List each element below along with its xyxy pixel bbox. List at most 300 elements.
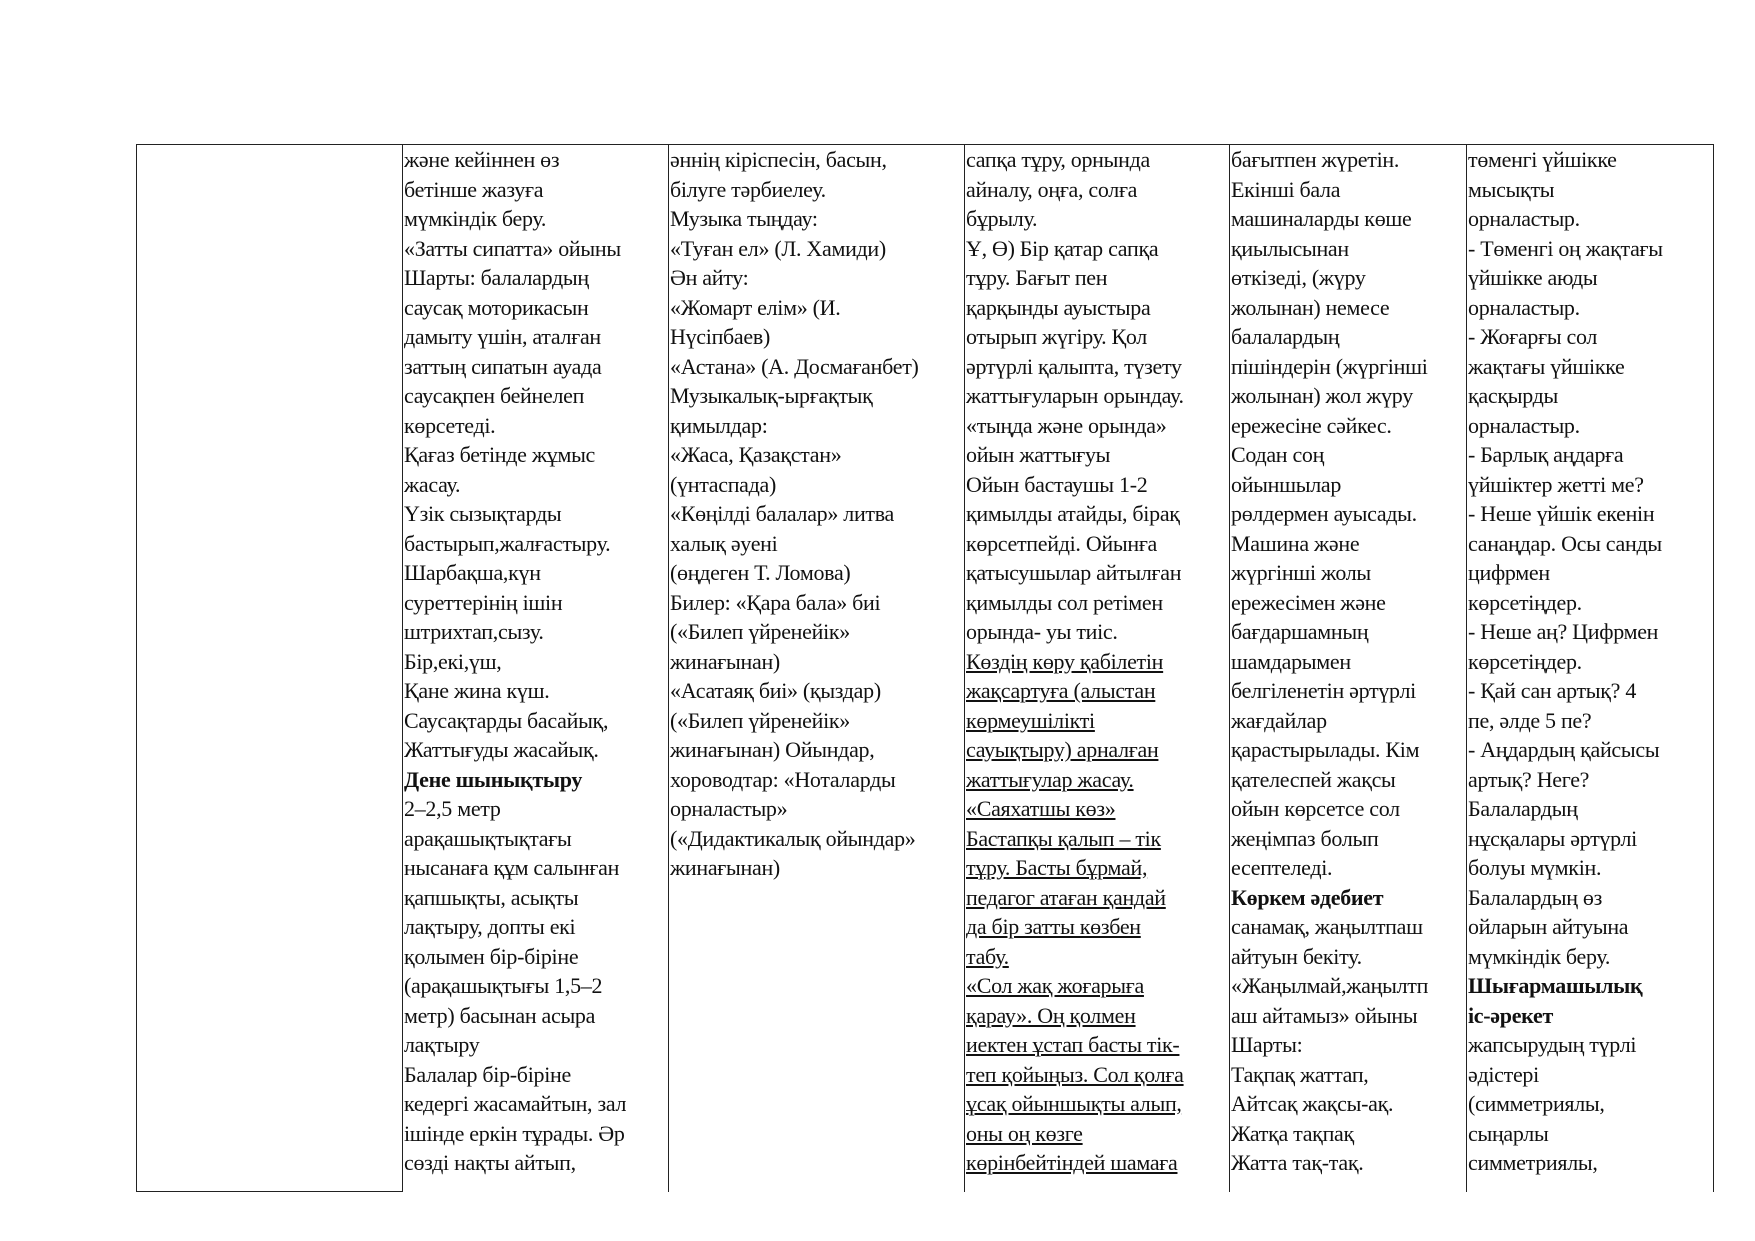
text-line-content: саусақпен бейнелеп bbox=[404, 383, 585, 408]
text-line bbox=[1468, 204, 1714, 234]
text-line-content: бұрылу. bbox=[966, 206, 1038, 231]
text-line bbox=[1468, 942, 1714, 972]
text-line bbox=[966, 381, 1230, 411]
text-line-content: ойын көрсетсе сол bbox=[1231, 796, 1400, 821]
text-line-content: Ұ, Ө) Бір қатар сапқа bbox=[966, 235, 1159, 261]
text-line bbox=[966, 824, 1230, 854]
text-line bbox=[966, 1030, 1230, 1060]
text-line bbox=[404, 1030, 669, 1060]
text-line-content: әннің кіріспесін, басын, bbox=[670, 147, 887, 172]
text-line bbox=[404, 1089, 669, 1119]
text-line bbox=[1231, 470, 1467, 500]
text-line bbox=[1468, 853, 1714, 883]
text-line-content: арақашықтықтағы bbox=[404, 825, 572, 851]
text-line-content: қарастырылады. Кім bbox=[1231, 737, 1420, 762]
text-line-content: мүмкіндік беру. bbox=[1468, 943, 1611, 969]
text-line-content: («Билеп үйренейік» bbox=[670, 707, 850, 733]
text-line-content: Нүсіпбаев) bbox=[670, 324, 770, 349]
text-line-content: пе, әлде 5 пе? bbox=[1468, 707, 1592, 733]
text-line-content: хороводтар: «Ноталарды bbox=[670, 766, 896, 792]
plan-table bbox=[136, 144, 1714, 1192]
text-line bbox=[966, 1060, 1230, 1090]
text-line-content: жүргінші жолы bbox=[1231, 560, 1371, 585]
text-line-content: орында- уы тиіс. bbox=[966, 619, 1118, 644]
text-line-content: орналастыр. bbox=[1468, 206, 1580, 231]
text-line bbox=[1231, 529, 1467, 559]
text-line bbox=[670, 765, 965, 795]
text-line-content: санамақ, жаңылтпаш bbox=[1231, 914, 1423, 939]
text-line-content: тұру. Бағыт пен bbox=[966, 265, 1108, 290]
text-line bbox=[1468, 145, 1714, 175]
text-line bbox=[1468, 411, 1714, 441]
text-line bbox=[404, 588, 669, 618]
text-line-content: Шарбақша,күн bbox=[404, 560, 541, 585]
text-line bbox=[1468, 352, 1714, 382]
text-line bbox=[966, 1001, 1230, 1031]
text-line bbox=[966, 204, 1230, 234]
text-line bbox=[1231, 794, 1467, 824]
text-line bbox=[670, 617, 965, 647]
text-line bbox=[966, 883, 1230, 913]
text-line bbox=[966, 735, 1230, 765]
text-line-content: саусақ моторикасын bbox=[404, 294, 589, 320]
text-line-content: теп қойыңыз. Сол қолға bbox=[966, 1061, 1184, 1087]
text-line bbox=[1231, 1030, 1467, 1060]
text-line bbox=[1468, 824, 1714, 854]
text-line bbox=[966, 263, 1230, 293]
text-line bbox=[1231, 765, 1467, 795]
text-line bbox=[404, 234, 669, 264]
text-line-content: Тақпақ жаттап, bbox=[1231, 1061, 1369, 1087]
text-line-content: «Сол жақ жоғарыға bbox=[966, 973, 1144, 998]
text-line-content: үйшікке аюды bbox=[1468, 265, 1598, 290]
text-line-content: болуы мүмкін. bbox=[1468, 855, 1602, 880]
text-line-content: Балалар бір-біріне bbox=[404, 1061, 571, 1087]
text-line bbox=[1468, 381, 1714, 411]
text-line-content: шамдарымен bbox=[1231, 648, 1351, 674]
text-line-content: қарау». Оң қолмен bbox=[966, 1002, 1136, 1028]
text-line-content: бағдаршамның bbox=[1231, 619, 1369, 644]
text-line-content: қимылды атайды, бірақ bbox=[966, 501, 1180, 526]
text-line-content: жинағынан) Ойындар, bbox=[670, 737, 875, 762]
text-line bbox=[670, 293, 965, 323]
text-line bbox=[966, 853, 1230, 883]
text-line bbox=[670, 529, 965, 559]
text-line bbox=[1231, 588, 1467, 618]
text-line-content: кедергі жасамайтын, зал bbox=[404, 1091, 627, 1116]
table-column-empty bbox=[136, 145, 403, 1192]
text-line bbox=[1231, 381, 1467, 411]
text-line bbox=[1468, 263, 1714, 293]
text-line-content: ойыншылар bbox=[1231, 471, 1342, 497]
text-line-content: Балалардың өз bbox=[1468, 884, 1603, 910]
text-line bbox=[1231, 204, 1467, 234]
text-line bbox=[404, 204, 669, 234]
text-line-content: ұсақ ойыншықты алып, bbox=[966, 1091, 1182, 1116]
text-line bbox=[966, 145, 1230, 175]
table-column-1 bbox=[402, 145, 669, 1192]
text-line bbox=[1231, 824, 1467, 854]
text-line-content: қолымен бір-біріне bbox=[404, 943, 579, 969]
text-line-content: халық әуені bbox=[670, 530, 778, 556]
text-line-content: лақтыру, допты екі bbox=[404, 914, 576, 939]
text-line bbox=[966, 1089, 1230, 1119]
text-line-content: жақсартуға (алыстан bbox=[966, 678, 1156, 703]
table-column-4 bbox=[1229, 145, 1467, 1192]
text-line-content: жолынан) жол жүру bbox=[1231, 383, 1413, 408]
text-line bbox=[404, 352, 669, 382]
text-line bbox=[1231, 912, 1467, 942]
text-line-content: Шарты: bbox=[1231, 1032, 1303, 1057]
text-line-content: симметриялы, bbox=[1468, 1150, 1598, 1175]
text-line-content: айналу, оңға, солға bbox=[966, 176, 1138, 202]
text-line-content: «Жаңылмай,жаңылтп bbox=[1231, 973, 1429, 998]
text-line-content: қасқырды bbox=[1468, 383, 1558, 408]
text-line-content: есептеледі. bbox=[1231, 855, 1333, 880]
text-line-content: суреттерінің ішін bbox=[404, 589, 563, 615]
text-line bbox=[1468, 1030, 1714, 1060]
text-line bbox=[966, 558, 1230, 588]
text-line-content: (симметриялы, bbox=[1468, 1091, 1605, 1116]
text-line bbox=[1468, 529, 1714, 559]
text-line-content: Көркем әдебиет bbox=[1231, 884, 1384, 910]
text-line bbox=[404, 1119, 669, 1149]
text-line-content: үйшіктер жетті ме? bbox=[1468, 471, 1644, 497]
text-line-content: әдістері bbox=[1468, 1061, 1539, 1087]
text-line bbox=[670, 499, 965, 529]
text-line-content: ішінде еркін тұрады. Әр bbox=[404, 1120, 625, 1146]
text-line bbox=[1468, 1148, 1714, 1178]
text-line-content: Жатта тақ-тақ. bbox=[1231, 1150, 1364, 1175]
text-line-content: Бастапқы қалып – тік bbox=[966, 825, 1161, 851]
text-line bbox=[404, 263, 669, 293]
text-line bbox=[966, 175, 1230, 205]
text-line bbox=[966, 411, 1230, 441]
text-line bbox=[1468, 1089, 1714, 1119]
text-line bbox=[404, 735, 669, 765]
text-line-content: машиналарды көше bbox=[1231, 206, 1412, 231]
text-line-content: Шарты: балалардың bbox=[404, 265, 589, 290]
text-line bbox=[966, 234, 1230, 264]
text-line-content: (үнтаспада) bbox=[670, 471, 777, 497]
text-line bbox=[1468, 558, 1714, 588]
text-line-content: Билер: «Қара бала» биі bbox=[670, 589, 881, 615]
text-line-content: көрсетіңдер. bbox=[1468, 589, 1582, 615]
text-line bbox=[966, 352, 1230, 382]
text-line-content: табу. bbox=[966, 943, 1009, 969]
text-line-content: жеңімпаз болып bbox=[1231, 825, 1379, 851]
text-line-content: - Төменгі оң жақтағы bbox=[1468, 235, 1663, 261]
text-line-content: Қағаз бетінде жұмыс bbox=[404, 442, 596, 467]
text-line bbox=[1468, 588, 1714, 618]
text-line bbox=[404, 942, 669, 972]
text-line-content: Саусақтарды басайық, bbox=[404, 707, 609, 733]
text-line bbox=[404, 706, 669, 736]
text-line bbox=[1231, 322, 1467, 352]
text-line bbox=[404, 145, 669, 175]
text-line bbox=[1468, 883, 1714, 913]
text-line-content: оны оң көзге bbox=[966, 1120, 1083, 1146]
text-line bbox=[404, 558, 669, 588]
text-line bbox=[1231, 1001, 1467, 1031]
text-line-content: Бір,екі,үш, bbox=[404, 648, 502, 674]
text-line bbox=[1468, 470, 1714, 500]
text-line-content: «Затты сипатта» ойыны bbox=[404, 235, 621, 261]
text-line-content: сыңарлы bbox=[1468, 1120, 1549, 1146]
text-line bbox=[670, 676, 965, 706]
text-line bbox=[966, 440, 1230, 470]
text-line-content: пішіндерін (жүргінші bbox=[1231, 353, 1428, 379]
text-line-content: аш айтамыз» ойыны bbox=[1231, 1002, 1418, 1028]
text-line-content: жаттығулар жасау. bbox=[966, 766, 1134, 792]
text-line bbox=[966, 322, 1230, 352]
text-line bbox=[1231, 853, 1467, 883]
text-line-content: ережесіне сәйкес. bbox=[1231, 412, 1392, 438]
text-line bbox=[670, 204, 965, 234]
text-line-content: «Жомарт елім» (И. bbox=[670, 294, 841, 320]
text-line-content: Дене шынықтыру bbox=[404, 766, 583, 792]
text-line bbox=[670, 647, 965, 677]
text-line bbox=[1468, 234, 1714, 264]
text-line bbox=[670, 824, 965, 854]
text-line-content: бастырып,жалғастыру. bbox=[404, 530, 611, 556]
text-line bbox=[1231, 411, 1467, 441]
text-line bbox=[1231, 440, 1467, 470]
text-line bbox=[404, 470, 669, 500]
text-line-content: қарқынды ауыстыра bbox=[966, 294, 1151, 320]
text-line bbox=[670, 145, 965, 175]
text-line bbox=[1468, 1060, 1714, 1090]
text-line bbox=[404, 411, 669, 441]
text-line bbox=[670, 735, 965, 765]
text-line-content: көрсетеді. bbox=[404, 412, 496, 438]
text-line bbox=[670, 381, 965, 411]
text-line bbox=[404, 794, 669, 824]
text-line bbox=[1231, 706, 1467, 736]
text-line bbox=[1231, 293, 1467, 323]
text-line-content: Машина және bbox=[1231, 530, 1360, 556]
text-line-content: білуге тәрбиелеу. bbox=[670, 176, 826, 202]
text-line-content: орналастыр. bbox=[1468, 294, 1580, 320]
text-line bbox=[670, 411, 965, 441]
text-line-content: сөзді нақты айтып, bbox=[404, 1150, 576, 1175]
text-line-content: «Жаса, Қазақстан» bbox=[670, 442, 842, 467]
text-line-content: Шығармашылық bbox=[1468, 973, 1643, 998]
text-line-content: «Саяхатшы көз» bbox=[966, 796, 1116, 821]
text-line bbox=[1468, 1001, 1714, 1031]
text-line bbox=[404, 824, 669, 854]
text-line bbox=[670, 558, 965, 588]
text-line bbox=[1468, 617, 1714, 647]
text-line-content: жаттығуларын орындау. bbox=[966, 383, 1184, 408]
text-line-content: нысанаға құм салынған bbox=[404, 855, 620, 880]
text-line-content: қапшықты, асықты bbox=[404, 884, 579, 910]
text-line-content: Жаттығуды жасайық. bbox=[404, 737, 599, 762]
text-line bbox=[1231, 263, 1467, 293]
text-line bbox=[404, 853, 669, 883]
text-line bbox=[1231, 558, 1467, 588]
text-line bbox=[966, 971, 1230, 1001]
text-line bbox=[966, 588, 1230, 618]
text-line bbox=[1468, 1119, 1714, 1149]
text-line-content: қимылды сол ретімен bbox=[966, 589, 1163, 615]
text-line-content: - Барлық аңдарға bbox=[1468, 442, 1624, 467]
text-line bbox=[966, 942, 1230, 972]
text-line bbox=[1231, 1119, 1467, 1149]
text-line bbox=[1468, 765, 1714, 795]
text-line bbox=[1468, 971, 1714, 1001]
text-line bbox=[1231, 883, 1467, 913]
text-line bbox=[404, 322, 669, 352]
text-line bbox=[966, 794, 1230, 824]
text-line bbox=[670, 175, 965, 205]
text-line-content: бетінше жазуға bbox=[404, 176, 544, 202]
text-line bbox=[966, 529, 1230, 559]
text-line-content: 2–2,5 метр bbox=[404, 796, 501, 821]
text-line-content: Екінші бала bbox=[1231, 176, 1341, 202]
text-line-content: тұру. Басты бұрмай, bbox=[966, 855, 1148, 880]
text-line bbox=[404, 912, 669, 942]
text-line-content: («Билеп үйренейік» bbox=[670, 619, 850, 644]
text-line bbox=[670, 352, 965, 382]
text-line-content: ережесімен және bbox=[1231, 589, 1386, 615]
text-line bbox=[966, 1148, 1230, 1178]
text-line-content: бағытпен жүретін. bbox=[1231, 147, 1400, 172]
text-line-content: Ойын бастаушы 1-2 bbox=[966, 471, 1148, 497]
text-line bbox=[1231, 1060, 1467, 1090]
text-line-content: иектен ұстап басты тік- bbox=[966, 1032, 1180, 1057]
text-line-content: «Туған ел» (Л. Хамиди) bbox=[670, 235, 886, 261]
text-line-content: артық? Неге? bbox=[1468, 766, 1590, 792]
text-line-content: (арақашықтығы 1,5–2 bbox=[404, 973, 603, 998]
text-line bbox=[404, 175, 669, 205]
text-line-content: сапқа тұру, орнында bbox=[966, 147, 1150, 172]
text-line-content: («Дидактикалық ойындар» bbox=[670, 825, 916, 851]
table-column-5 bbox=[1466, 145, 1714, 1192]
text-line-content: метр) басынан асыра bbox=[404, 1002, 596, 1028]
text-line-content: Айтсақ жақсы-ақ. bbox=[1231, 1091, 1394, 1116]
text-line-content: қателеспей жақсы bbox=[1231, 766, 1396, 792]
text-line bbox=[1468, 293, 1714, 323]
text-line-content: жақтағы үйшікке bbox=[1468, 353, 1625, 379]
text-line-content: белгіленетін әртүрлі bbox=[1231, 678, 1416, 703]
text-line-content: заттың сипатын ауада bbox=[404, 353, 602, 379]
text-line bbox=[404, 647, 669, 677]
text-line-content: жинағынан) bbox=[670, 648, 780, 674]
text-line-content: өткізеді, (жүру bbox=[1231, 265, 1366, 290]
text-line bbox=[1231, 175, 1467, 205]
text-line-content: «тыңда және орында» bbox=[966, 412, 1167, 438]
text-line bbox=[670, 588, 965, 618]
text-line-content: Музыкалық-ырғақтық bbox=[670, 383, 873, 408]
text-line bbox=[966, 293, 1230, 323]
text-line bbox=[404, 1060, 669, 1090]
text-line-content: орналастыр» bbox=[670, 796, 788, 821]
text-line-content: Көздің көру қабілетін bbox=[966, 648, 1164, 674]
text-line bbox=[1231, 942, 1467, 972]
text-line-content: қиылысынан bbox=[1231, 235, 1349, 261]
text-line bbox=[1231, 499, 1467, 529]
text-line-content: Содан соң bbox=[1231, 442, 1325, 467]
text-line-content: Музыка тыңдау: bbox=[670, 206, 818, 231]
text-line bbox=[1231, 676, 1467, 706]
text-line-content: Жатқа тақпақ bbox=[1231, 1120, 1354, 1146]
text-line bbox=[404, 1001, 669, 1031]
text-line bbox=[404, 499, 669, 529]
text-line-content: штрихтап,сызу. bbox=[404, 619, 544, 644]
text-line bbox=[1231, 145, 1467, 175]
text-line bbox=[1231, 1089, 1467, 1119]
text-line-content: көрсетпейді. Ойынға bbox=[966, 530, 1158, 556]
text-line bbox=[670, 234, 965, 264]
text-line-content: отырып жүгіру. Қол bbox=[966, 324, 1147, 349]
text-line bbox=[670, 794, 965, 824]
text-line bbox=[404, 381, 669, 411]
text-line bbox=[1231, 352, 1467, 382]
text-line-content: «Астана» (А. Досмағанбет) bbox=[670, 353, 919, 379]
text-line-content: - Неше үйшік екенін bbox=[1468, 501, 1655, 526]
text-line-content: көрмеушілікті bbox=[966, 707, 1095, 733]
text-line-content: айтуын бекіту. bbox=[1231, 943, 1362, 969]
text-line bbox=[670, 853, 965, 883]
text-line bbox=[1468, 440, 1714, 470]
text-line-content: орналастыр. bbox=[1468, 412, 1580, 438]
text-line bbox=[1468, 676, 1714, 706]
text-line-content: жинағынан) bbox=[670, 855, 780, 880]
text-line bbox=[670, 470, 965, 500]
text-line-content: әртүрлі қалыпта, түзету bbox=[966, 353, 1182, 379]
text-line-content: цифрмен bbox=[1468, 560, 1550, 585]
text-line bbox=[404, 971, 669, 1001]
text-line bbox=[1231, 1148, 1467, 1178]
text-line bbox=[404, 529, 669, 559]
text-line bbox=[404, 765, 669, 795]
text-line bbox=[966, 912, 1230, 942]
text-line bbox=[1231, 647, 1467, 677]
text-line bbox=[1231, 617, 1467, 647]
text-line bbox=[1231, 971, 1467, 1001]
text-line bbox=[966, 1119, 1230, 1149]
text-line-content: Үзік сызықтарды bbox=[404, 501, 562, 526]
table-column-3 bbox=[964, 145, 1230, 1192]
text-line bbox=[1468, 794, 1714, 824]
text-line-content: (өңдеген Т. Ломова) bbox=[670, 560, 851, 585]
text-line-content: нұсқалары әртүрлі bbox=[1468, 825, 1637, 851]
text-line bbox=[404, 1148, 669, 1178]
table-column-2 bbox=[668, 145, 965, 1192]
text-line-content: балалардың bbox=[1231, 324, 1340, 349]
text-line bbox=[966, 765, 1230, 795]
text-line-content: ойын жаттығуы bbox=[966, 442, 1111, 467]
text-line-content: қимылдар: bbox=[670, 412, 768, 438]
text-line-content: «Көңілді балалар» литва bbox=[670, 501, 895, 526]
text-line bbox=[1468, 175, 1714, 205]
text-line-content: мүмкіндік беру. bbox=[404, 206, 547, 231]
text-line bbox=[1468, 499, 1714, 529]
text-line bbox=[1468, 912, 1714, 942]
text-line-content: дамыту үшін, аталған bbox=[404, 324, 601, 349]
text-line bbox=[1231, 234, 1467, 264]
text-line-content: Балалардың bbox=[1468, 796, 1578, 821]
text-line bbox=[1468, 322, 1714, 352]
text-line-content: лақтыру bbox=[404, 1032, 480, 1057]
text-line-content: Ән айту: bbox=[670, 265, 749, 290]
text-line-content: сауықтыру) арналған bbox=[966, 737, 1159, 762]
text-line-content: - Жоғарғы сол bbox=[1468, 324, 1598, 349]
text-line-content: рөлдермен ауысады. bbox=[1231, 501, 1417, 526]
text-line-content: жағдайлар bbox=[1231, 707, 1327, 733]
text-line bbox=[670, 706, 965, 736]
